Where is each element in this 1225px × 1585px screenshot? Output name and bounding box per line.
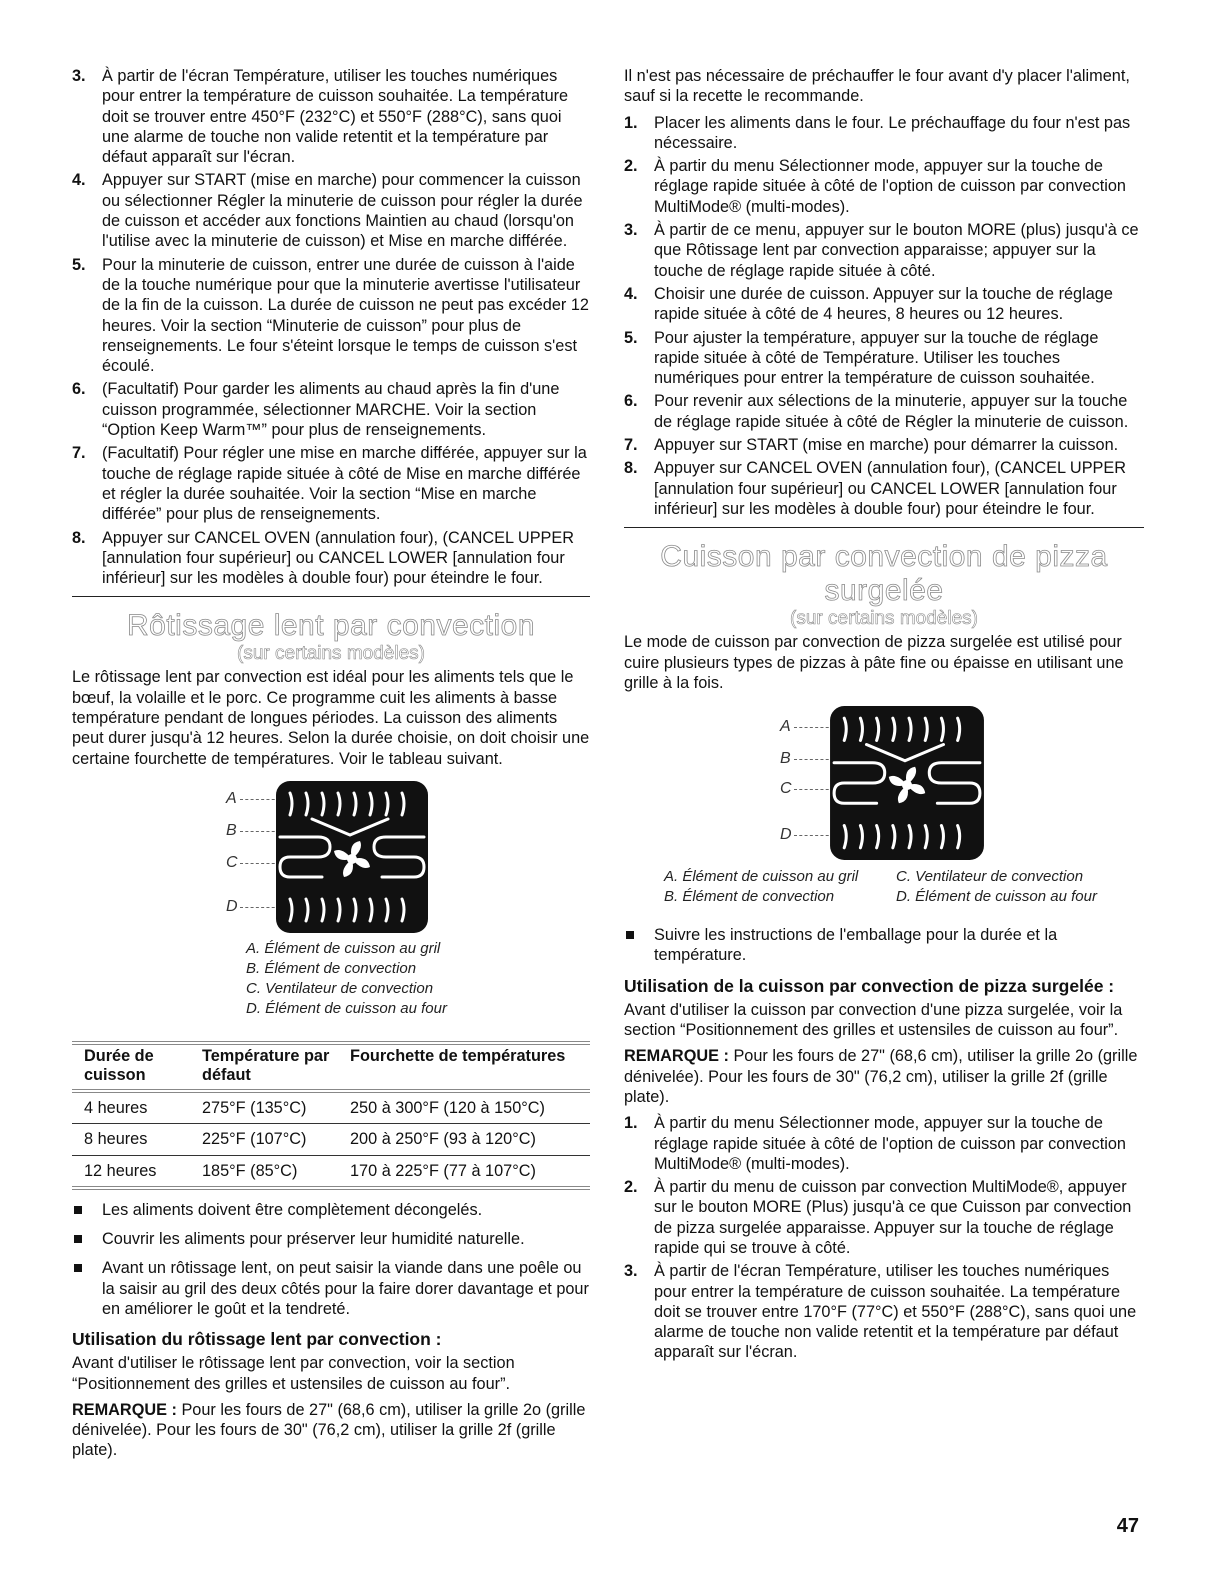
step-number: 3.: [624, 221, 638, 240]
diagram-label-b: B: [226, 821, 237, 839]
section-divider: [72, 596, 590, 597]
table-cell: 185°F (85°C): [190, 1155, 338, 1188]
list-item: [72, 528, 590, 589]
column-header: Fourchette de températures: [350, 1046, 566, 1065]
step-text: Appuyer sur CANCEL OVEN (annulation four), (CANCEL UPPER [annulation four supérieur] ou CANCEL LOWER [annulation four inférieur] sur les modèles à double four) pour éteindre le four.: [102, 528, 575, 588]
list-item: [624, 1113, 1144, 1174]
list-item: [72, 66, 590, 167]
table-cell: 225°F (107°C): [190, 1124, 338, 1155]
paragraph: Il n'est pas nécessaire de préchauffer le four avant d'y placer l'aliment, sauf si la recette le recommande.: [624, 67, 1130, 106]
caption-item: A. Élément de cuisson au gril: [664, 868, 859, 886]
section-title: Rôtissage lent par convection: [126, 609, 536, 643]
oven-diagram: [624, 703, 1144, 863]
step-text: À partir de l'écran Température, utiliser les touches numériques pour entrer la température de cuisson souhaitée. La température doit se trouver entre 450°F (232°C) et 550°F (288°C), sans quoi une alarme de touche non valide retentit et la température par défaut apparaît sur l'écran.: [102, 67, 569, 167]
oven-cavity-illustration: [826, 703, 988, 863]
step-text: À partir de l'écran Température, utiliser les touches numériques pour entrer la température de cuisson souhaitée. La température doit se trouver entre 170°F (77°C) et 550°F (288°C), sans quoi une alarme de touche non valide retentit et la température par défaut apparaît sur l'écran.: [654, 1262, 1137, 1362]
list-item: [72, 379, 590, 440]
paragraph: Avant d'utiliser le rôtissage lent par convection, voir la section “Positionnement des grilles et ustensiles de cuisson au four”.: [72, 1354, 515, 1393]
note-label: REMARQUE :: [624, 1047, 729, 1066]
slow-roast-table: [72, 1041, 590, 1190]
section-subtitle: (sur certains modèles): [790, 608, 978, 630]
right-column: [624, 66, 1144, 1366]
step-text: Pour ajuster la température, appuyer sur la touche de réglage rapide située à côté de Température. Utiliser les touches numériques pour entrer la température de cuisson souhaitée.: [654, 328, 1099, 388]
step-number: 4.: [624, 284, 638, 303]
note-text: Pour les fours de 27" (68,6 cm), utiliser la grille 2o (grille dénivelée). Pour les fours de 30" (76,2 cm), utiliser la grille 2f (grille plate).: [624, 1047, 1138, 1106]
list-item: [624, 156, 1144, 217]
table-row: [72, 1155, 590, 1188]
section-intro: Le rôtissage lent par convection est idéal pour les aliments tels que le bœuf, la volaille et le porc. Ce programme cuit les aliments à basse température pendant de longues périodes. La cuisson des aliments peut durer jusqu'à 12 heures. Selon la durée choisie, on doit choisir une certaine fourchette de températures. Voir le tableau suivant.: [72, 668, 590, 768]
caption-item: B. Élément de convection: [246, 959, 417, 977]
left-column: [72, 66, 590, 1467]
section-divider: [624, 527, 1144, 528]
list-item: Avant un rôtissage lent, on peut saisir la viande dans une poêle ou la saisir au gril des deux côtés pour la faire dorer davantage et pour en améliorer le goût et la tendreté.: [72, 1258, 590, 1319]
tips-list: [72, 1200, 590, 1319]
caption-item: C. Ventilateur de convection: [896, 868, 1084, 886]
step-number: 2.: [624, 157, 638, 176]
table-cell: 250 à 300°F (120 à 150°C): [338, 1091, 590, 1124]
note-paragraph: [624, 1046, 1144, 1107]
table-row: [72, 1124, 590, 1155]
list-item: [72, 170, 590, 251]
step-number: 1.: [624, 1114, 638, 1133]
step-number: 7.: [72, 444, 86, 463]
list-item: [624, 328, 1144, 389]
step-text: À partir de ce menu, appuyer sur le bouton MORE (plus) jusqu'à ce que Rôtissage lent par convection apparaisse; appuyer sur la touche de réglage rapide située à côté.: [654, 221, 1139, 280]
column-header: Température par défaut: [202, 1046, 330, 1084]
diagram-label-c: C: [226, 853, 238, 871]
table-row: [72, 1091, 590, 1124]
paragraph: Avant d'utiliser la cuisson par convection d'une pizza surgelée, voir la section “Positionnement des grilles et ustensiles de cuisson au four”.: [624, 1000, 1123, 1040]
diagram-label-c: C: [780, 780, 792, 798]
step-text: À partir du menu de cuisson par convection MultiMode®, appuyer sur le bouton MORE (Plus) jusqu'à ce que Cuisson par convection de pizza surgelée apparaisse. Appuyer sur la touche de réglage rapide qui se trouve à côté.: [654, 1178, 1132, 1257]
step-number: 6.: [72, 380, 86, 399]
step-number: 3.: [624, 1262, 638, 1281]
step-number: 5.: [72, 255, 86, 274]
step-text: À partir du menu Sélectionner mode, appuyer sur la touche de réglage rapide située à côté de l'option de cuisson par convection MultiMode® (multi-modes).: [654, 1114, 1126, 1173]
step-text: Placer les aliments dans le four. Le préchauffage du four n'est pas nécessaire.: [654, 113, 1131, 152]
diagram-caption: [664, 867, 1144, 907]
caption-item: C. Ventilateur de convection: [246, 979, 434, 997]
step-text: Appuyer sur START (mise en marche) pour commencer la cuisson ou sélectionner Régler la minuterie de cuisson pour régler la durée de cuisson et accéder aux fonctions Maintien au chaud (lorsqu'on l'utilise avec la minuterie de cuisson) et Mise en marche différée.: [102, 171, 583, 251]
list-item: [624, 1177, 1144, 1258]
list-item: [624, 435, 1144, 455]
list-item: Les aliments doivent être complètement décongelés.: [72, 1200, 590, 1220]
caption-item: A. Élément de cuisson au gril: [246, 939, 441, 957]
oven-cavity-illustration: [272, 779, 432, 935]
table-cell: 4 heures: [72, 1091, 190, 1124]
list-item: [624, 220, 1144, 281]
table-cell: 170 à 225°F (77 à 107°C): [338, 1155, 590, 1188]
section-intro: Le mode de cuisson par convection de pizza surgelée est utilisé pour cuire plusieurs types de pizzas à pâte fine ou épaisse en utilisant une grille à la fois.: [624, 633, 1124, 692]
step-number: 6.: [624, 392, 638, 411]
list-item: [72, 443, 590, 524]
subsection-heading: Utilisation de la cuisson par convection de pizza surgelée :: [624, 975, 1115, 996]
list-item: [624, 113, 1144, 154]
diagram-label-b: B: [780, 750, 791, 768]
page-number: 47: [1116, 1515, 1139, 1537]
list-item: Couvrir les aliments pour préserver leur humidité naturelle.: [72, 1229, 590, 1249]
step-number: 2.: [624, 1178, 638, 1197]
caption-item: B. Élément de convection: [664, 888, 835, 906]
step-number: 7.: [624, 436, 638, 455]
step-text: (Facultatif) Pour garder les aliments au chaud après la fin d'une cuisson programmée, sélectionner MARCHE. Voir la section “Option Keep Warm™” pour plus de renseignements.: [102, 380, 560, 440]
diagram-label-d: D: [226, 897, 238, 915]
list-item: [624, 284, 1144, 325]
right-steps-list-bottom: [624, 1113, 1144, 1363]
list-item: Suivre les instructions de l'emballage pour la durée et la température.: [624, 925, 1144, 966]
section-title: Cuisson par convection de pizza surgelée: [660, 540, 1108, 608]
column-header: Durée de cuisson: [84, 1046, 154, 1084]
step-text: (Facultatif) Pour régler une mise en marche différée, appuyer sur la touche de réglage rapide située à côté de Mise en marche différée et régler la durée souhaitée. Voir la section “Mise en marche différée” pour plus de renseignements.: [102, 444, 587, 524]
step-number: 1.: [624, 113, 638, 132]
step-text: Choisir une durée de cuisson. Appuyer sur la touche de réglage rapide située à côté de 4 heures, 8 heures ou 12 heures.: [654, 284, 1113, 324]
list-item: [624, 458, 1144, 519]
step-number: 3.: [72, 67, 86, 85]
step-text: Appuyer sur CANCEL OVEN (annulation four), (CANCEL UPPER [annulation four supérieur] ou CANCEL LOWER [annulation four inférieur] sur les modèles à double four) pour éteindre le four.: [654, 459, 1127, 518]
diagram-label-a: A: [780, 718, 791, 736]
step-number: 4.: [72, 171, 86, 190]
step-number: 8.: [72, 528, 86, 547]
list-item: [624, 1261, 1144, 1362]
subsection-heading: Utilisation du rôtissage lent par convection :: [72, 1329, 442, 1350]
diagram-label-a: A: [226, 789, 237, 807]
note-label: REMARQUE :: [72, 1400, 177, 1419]
table-header-row: [72, 1043, 590, 1091]
note-paragraph: [72, 1400, 590, 1461]
caption-item: D. Élément de cuisson au four: [896, 888, 1097, 906]
table-cell: 275°F (135°C): [190, 1091, 338, 1124]
diagram-label-d: D: [780, 826, 792, 844]
right-steps-list: [624, 113, 1144, 520]
step-number: 5.: [624, 328, 638, 347]
list-item: [624, 391, 1144, 432]
step-number: 8.: [624, 459, 638, 478]
table-cell: 12 heures: [72, 1155, 190, 1188]
note-text: Pour les fours de 27" (68,6 cm), utiliser la grille 2o (grille dénivelée). Pour les fours de 30" (76,2 cm), utiliser la grille 2f (grille plate).: [72, 1400, 586, 1460]
caption-item: D. Élément de cuisson au four: [246, 999, 447, 1017]
tips-list: [624, 925, 1144, 966]
oven-diagram: [72, 779, 590, 935]
table-cell: 8 heures: [72, 1124, 190, 1155]
step-text: Pour la minuterie de cuisson, entrer une durée de cuisson à l'aide de la touche numérique pour que la minuterie avertisse l'utilisateur de la fin de la cuisson. La durée de cuisson ne peut pas excéder 12 heures. Voir la section “Minuterie de cuisson” pour plus de renseignements. Le four s'éteint lorsque le temps de cuisson s'est écoulé.: [102, 255, 589, 376]
step-text: Pour revenir aux sélections de la minuterie, appuyer sur la touche de réglage rapide située à côté de Régler la minuterie de cuisson.: [654, 392, 1129, 431]
table-cell: 200 à 250°F (93 à 120°C): [338, 1124, 590, 1155]
step-text: À partir du menu Sélectionner mode, appuyer sur la touche de réglage rapide située à côté de l'option de cuisson par convection MultiMode® (multi-modes).: [654, 157, 1126, 216]
section-subtitle: (sur certains modèles): [237, 643, 425, 665]
left-steps-list: [72, 66, 590, 588]
list-item: [72, 255, 590, 377]
step-text: Appuyer sur START (mise en marche) pour démarrer la cuisson.: [654, 436, 1119, 455]
diagram-caption: [246, 939, 590, 1019]
